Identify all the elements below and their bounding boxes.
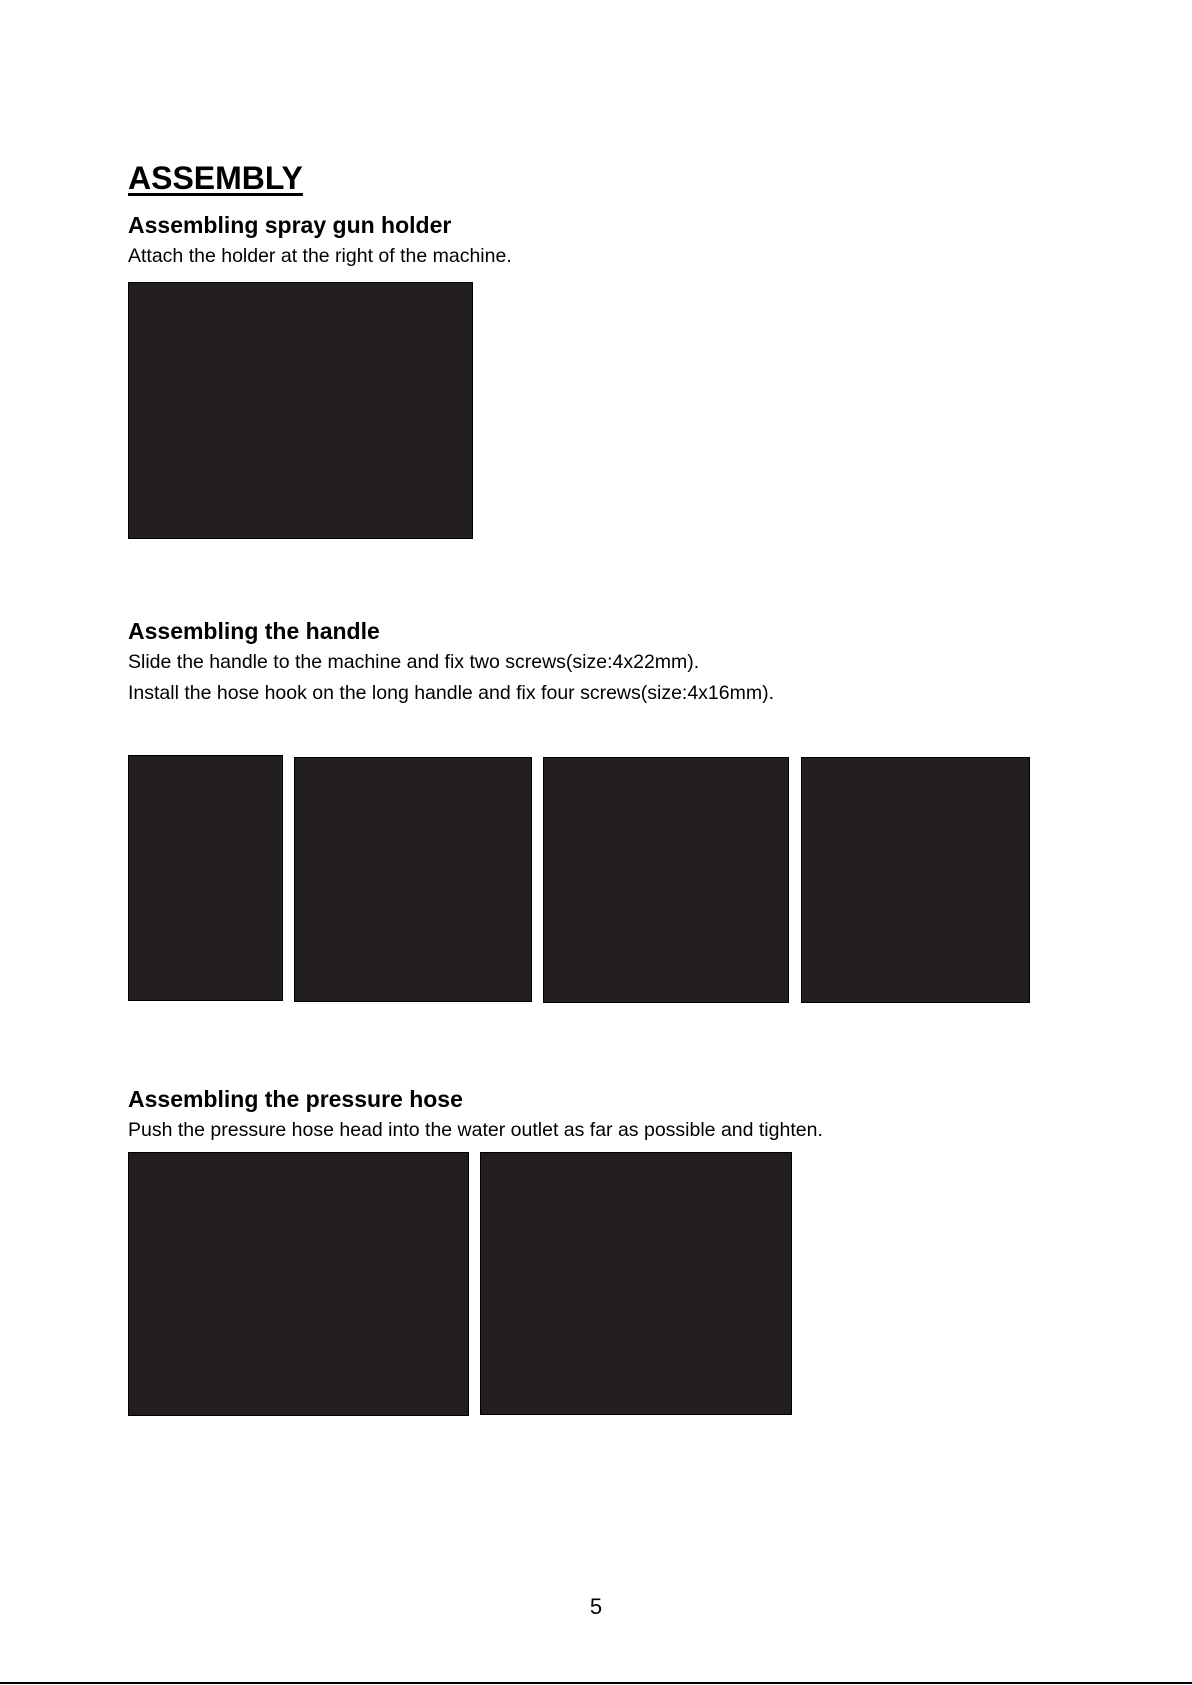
handle-step-image-2 [294,757,532,1002]
instruction-pressure-hose: Push the pressure hose head into the water outlet as far as possible and tighten. [128,1119,823,1141]
instruction-spray-gun-holder: Attach the holder at the right of the machine. [128,245,512,267]
page-title: ASSEMBLY [128,160,303,196]
instruction-handle-line-1: Slide the handle to the machine and fix two screws(size:4x22mm). [128,651,700,673]
section-heading-pressure-hose: Assembling the pressure hose [128,1086,463,1112]
spray-gun-holder-image [128,282,473,539]
footer-divider [0,1682,1192,1684]
section-heading-spray-gun-holder: Assembling spray gun holder [128,212,452,238]
pressure-hose-image-1 [128,1152,469,1416]
page-number: 5 [589,1594,603,1619]
handle-step-image-4 [801,757,1030,1003]
instruction-handle-line-2: Install the hose hook on the long handle and fix four screws(size:4x16mm). [128,682,775,704]
pressure-hose-image-2 [480,1152,792,1415]
section-heading-handle: Assembling the handle [128,618,380,644]
handle-step-image-3 [543,757,789,1003]
handle-step-image-1 [128,755,283,1001]
